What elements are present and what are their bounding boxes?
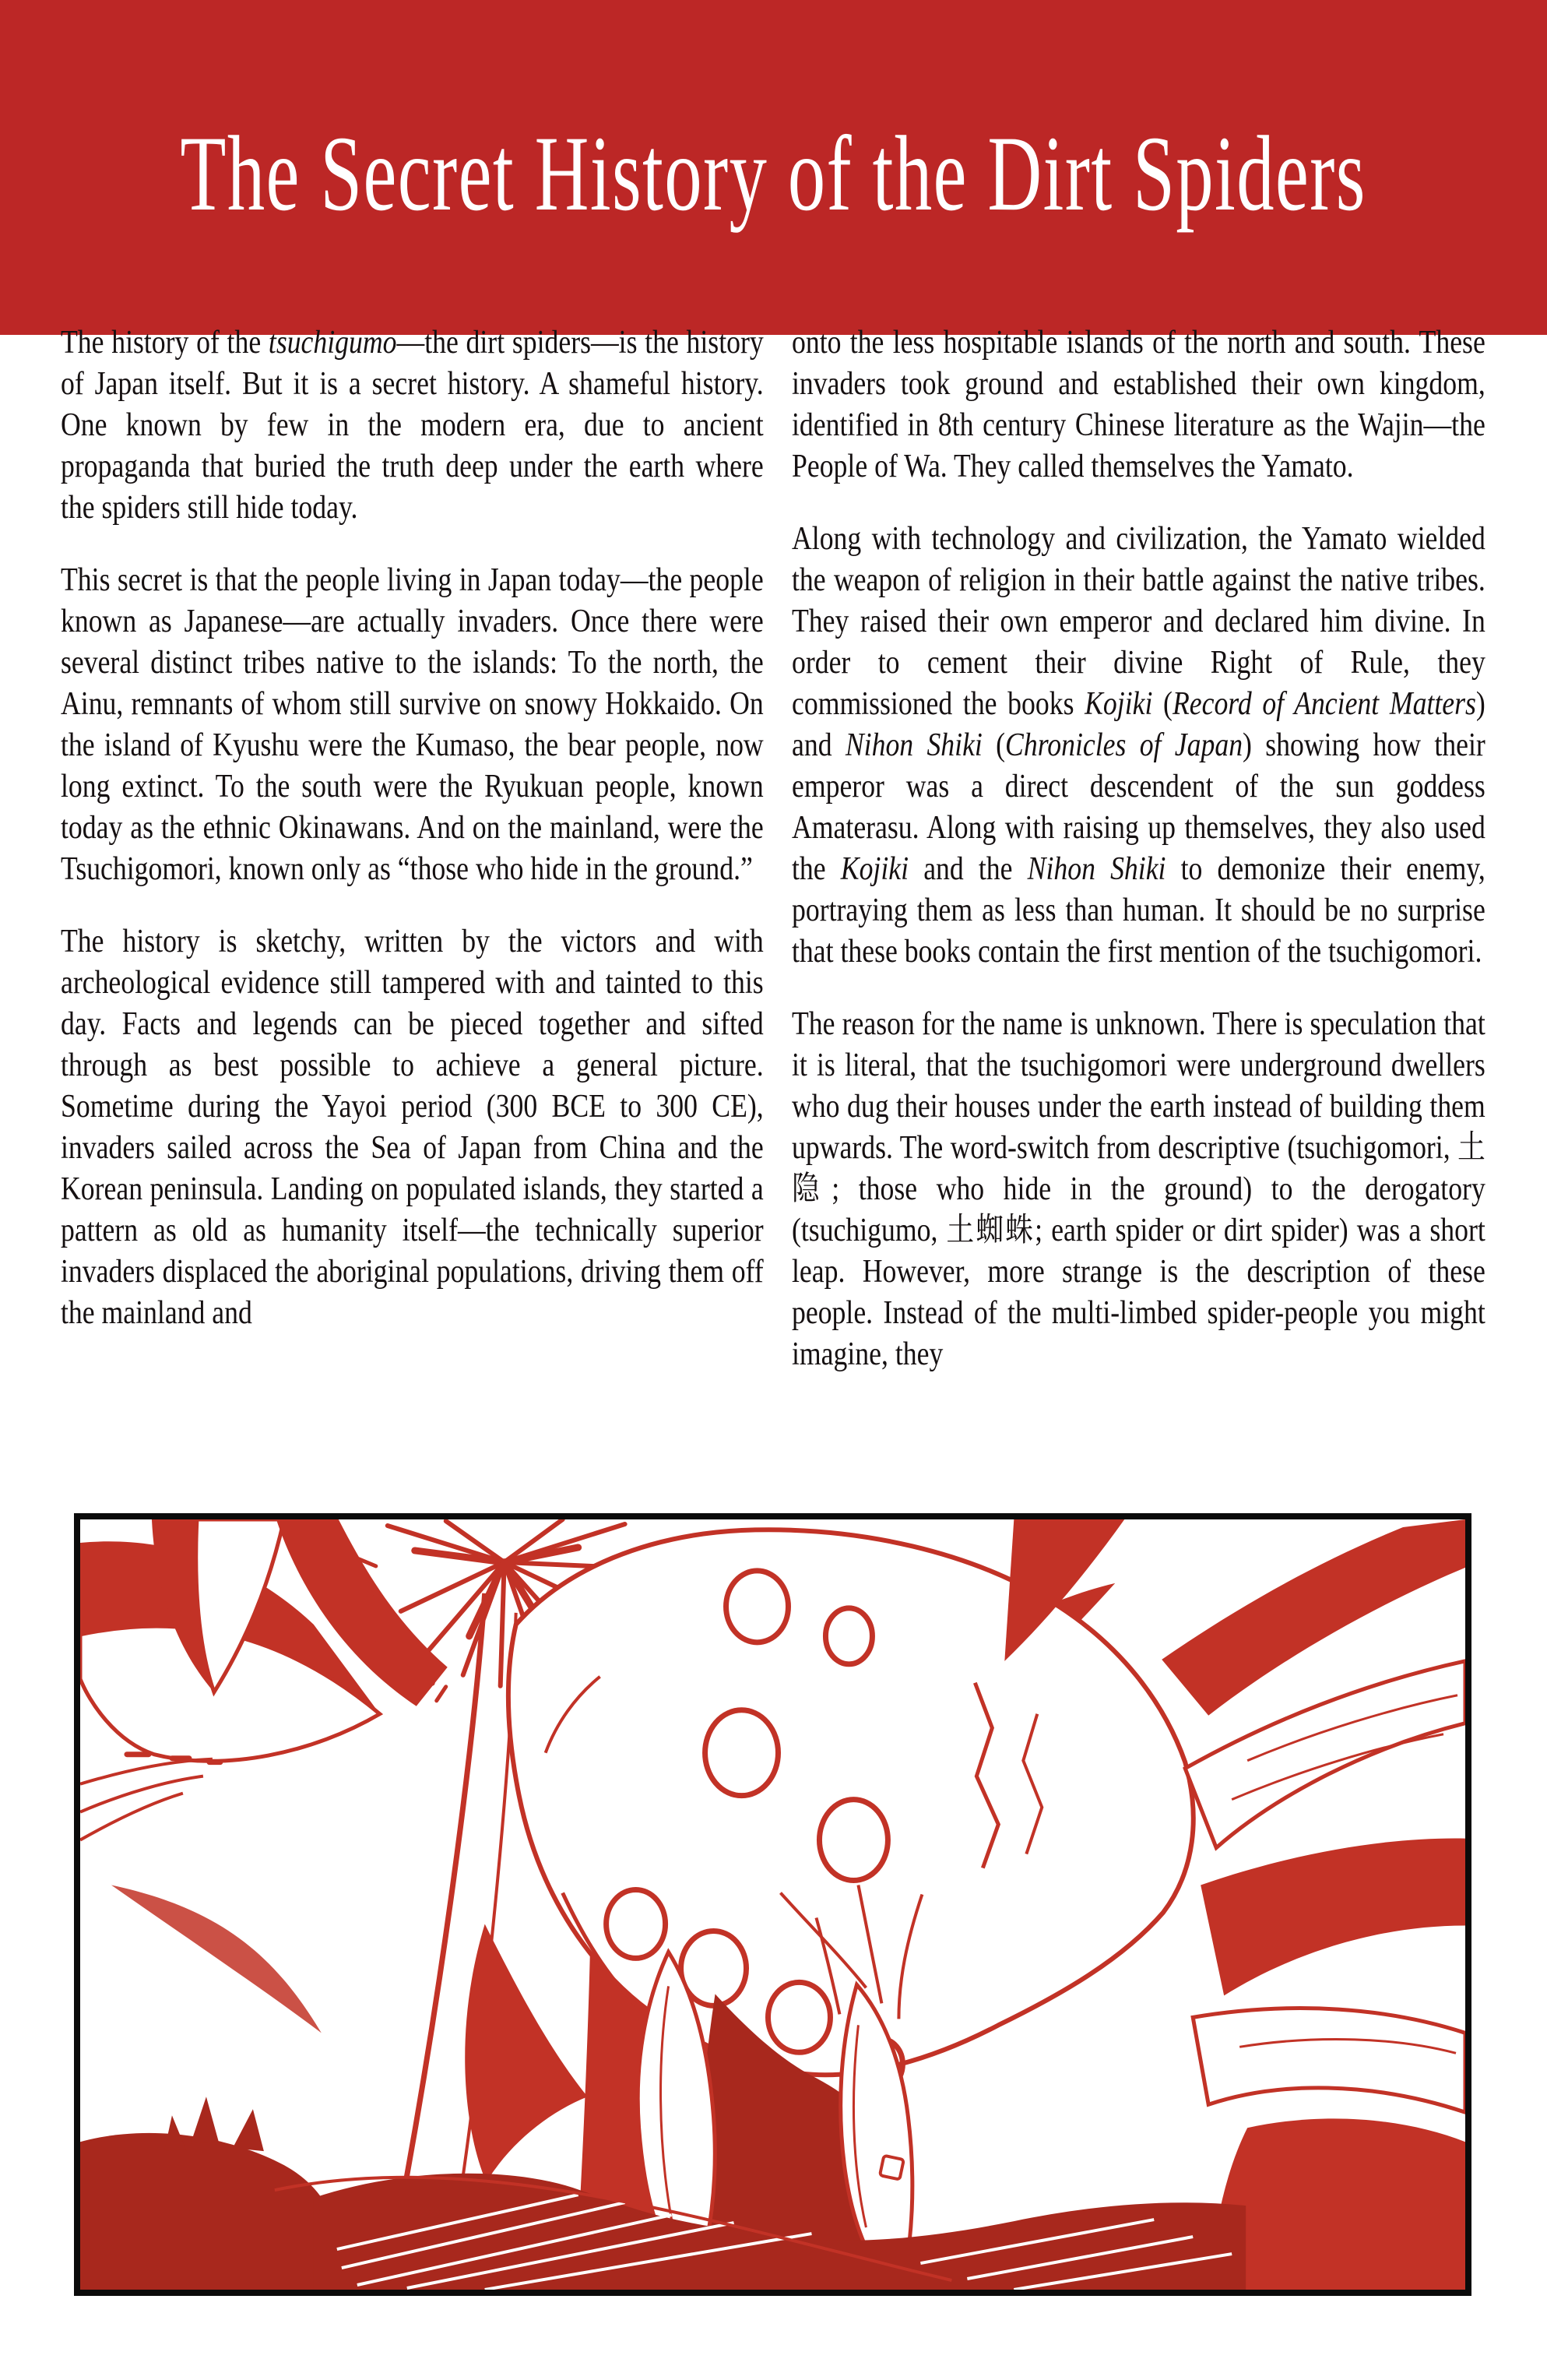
text-column-right — [792, 322, 1485, 1407]
page-title: The Secret History of the Dirt Spiders — [180, 113, 1367, 233]
text-column-left — [61, 322, 764, 1365]
paragraph: The history is sketchy, written by the victors and with archeological evidence still tampered with and tainted to this day. Facts and legends can be pieced together and sifted through as best possible to achieve a general picture. Sometime during the Yayoi period (300 BCE to 300 CE), invaders sailed across the Sea of Japan from China and the Korean peninsula. Landing on populated islands, they started a pattern as old as humanity itself—the technically superior invaders displaced the aboriginal populations, driving them off the mainland and — [61, 924, 764, 1331]
paragraph: Along with technology and civilization, the Yamato wielded the weapon of religion in their battle against the native tribes. They raised their own emperor and declared him divine. In order to cement their divine Right of Rule, they commissioned the books Kojiki (Record of Ancient Matters) and Nihon Shiki (Chronicles of Japan) showing how their emperor was a direct descendent of the sun goddess Amaterasu. Along with raising up themselves, they also used the Kojiki and the Nihon Shiki to demonize their enemy, portraying them as less than human. It should be no surprise that these books contain the first mention of the tsuchigomori. — [792, 521, 1485, 970]
spider-ink-art — [80, 1519, 1465, 2290]
paragraph: The history of the tsuchigumo—the dirt spiders—is the history of Japan itself. But it is a secret history. A shameful history. One known by few in the modern era, due to ancient propaganda that buried the truth deep under the earth where the spiders still hide today. — [61, 325, 764, 526]
foliage-leaves — [80, 1519, 448, 2033]
left-limb-shadow — [465, 1924, 587, 2182]
paragraph: The reason for the name is unknown. There is speculation that it is literal, that the tsuchigomori were underground dwellers who dug their houses under the earth instead of building them upwards. The word-switch from descriptive (tsuchigomori, 土隐; those who hide in the ground) to the derogatory (tsuchigumo, 土蜘蛛; earth spider or dirt spider) was a short leap. However, more strange is the description of these people. Instead of the multi-limbed spider-people you might imagine, they — [792, 1006, 1485, 1372]
chapter-header-banner — [0, 0, 1547, 335]
paragraph: onto the less hospitable islands of the north and south. These invaders took ground and established their own kingdom, identified in 8th century Chinese literature as the Wajin—the People of Wa. They called themselves the Yamato. — [792, 325, 1485, 484]
tsuchigumo-illustration — [74, 1513, 1471, 2296]
paragraph: This secret is that the people living in Japan today—the people known as Japanese—are actually invaders. Once there were several distinct tribes native to the islands: To the north, the Ainu, remnants of whom still survive on snowy Hokkaido. On the island of Kyushu were the Kumaso, the bear people, now long extinct. To the south were the Ryukuan people, known today as the ethnic Okinawans. And on the mainland, were the Tsuchigomori, known only as “those who hide in the ground.” — [61, 562, 764, 887]
